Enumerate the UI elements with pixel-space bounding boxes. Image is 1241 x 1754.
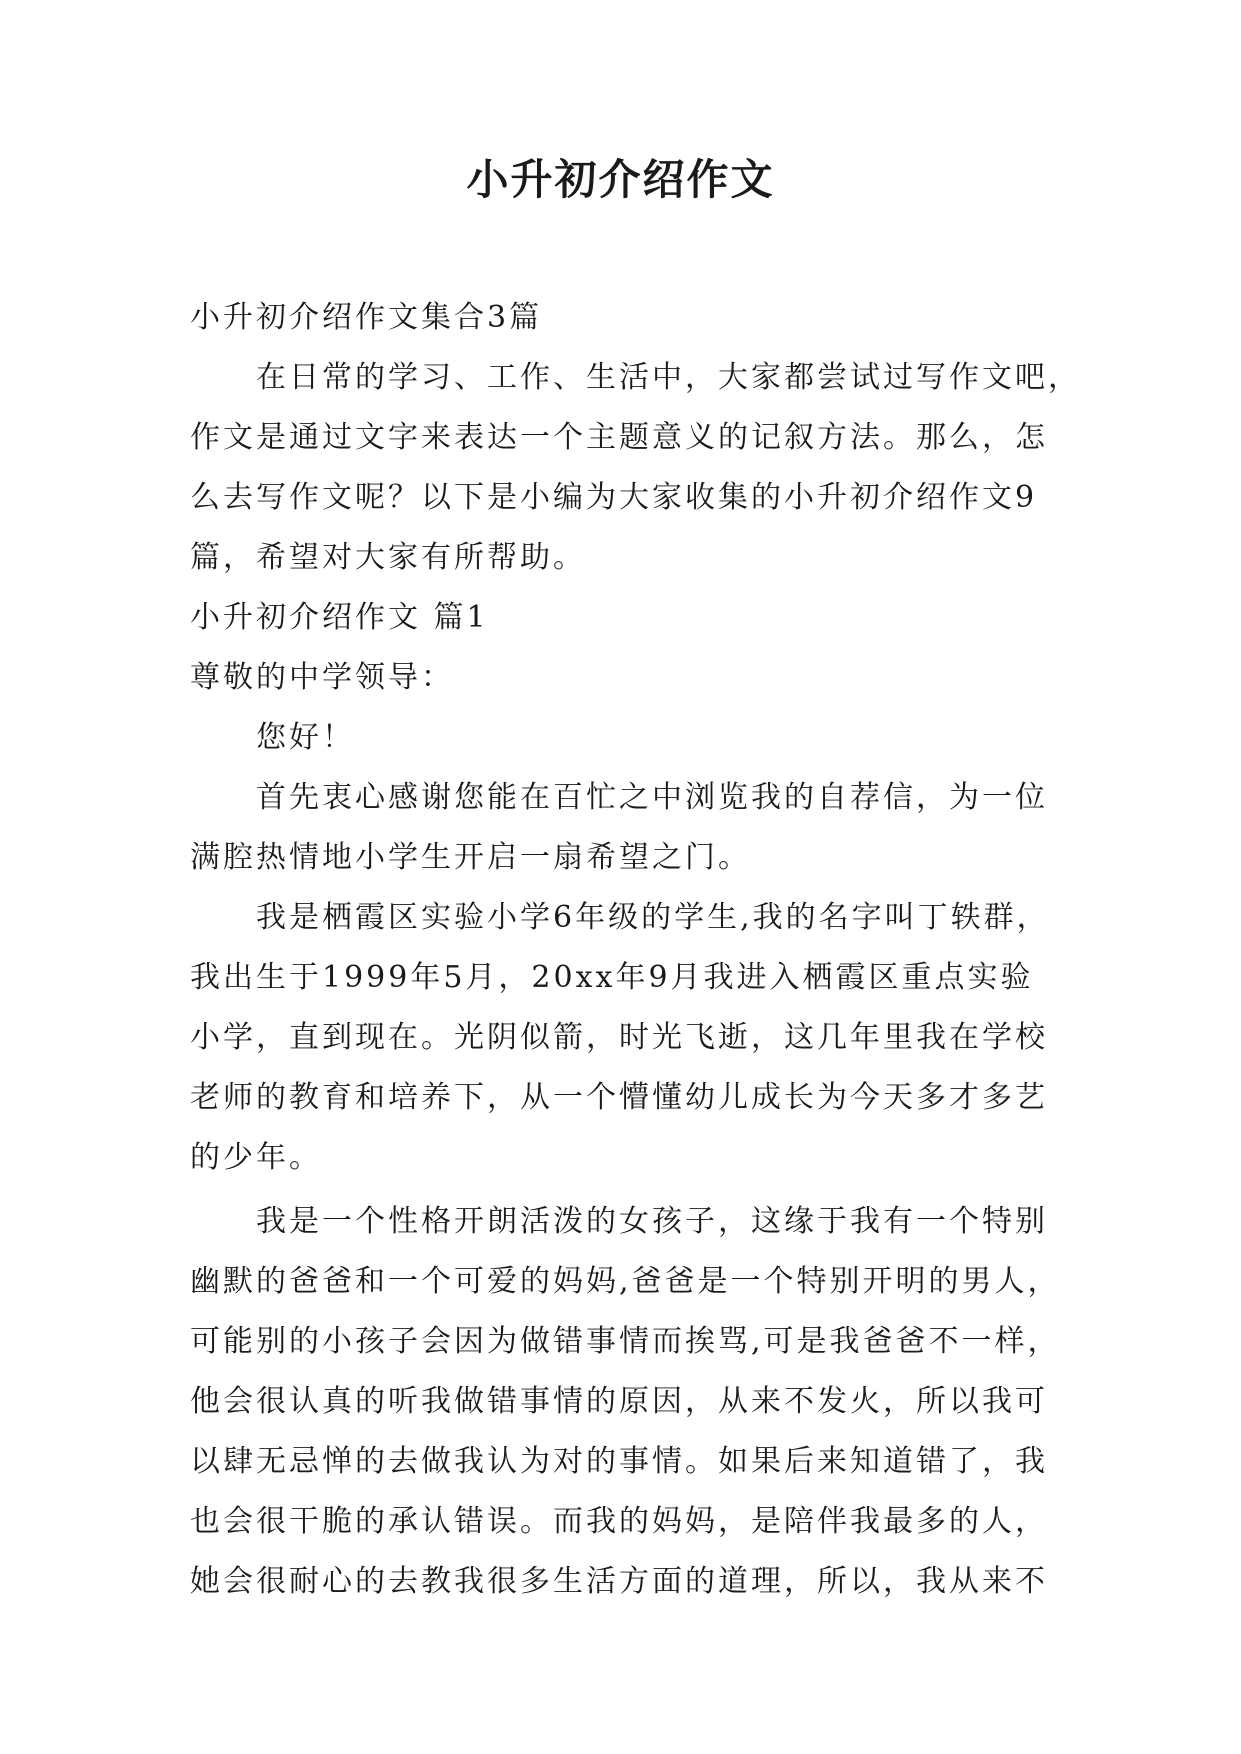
document-body [190,288,1081,1612]
document-title: 小升初介绍作文 [466,155,775,204]
paragraph-line: 老师的教育和培养下，从一个懵懂幼儿成长为今天多才多艺 [190,1080,1048,1115]
paragraph-line: 么去写作文呢？以下是小编为大家收集的小升初介绍作文9 [190,480,1038,515]
paragraph-line: 作文是通过文字来表达一个主题意义的记叙方法。那么，怎 [190,420,1048,455]
paragraph-line: 以肆无忌惮的去做我认为对的事情。如果后来知道错了，我 [190,1444,1048,1479]
paragraph-line: 小学，直到现在。光阴似箭，时光飞逝，这几年里我在学校 [190,1020,1048,1055]
paragraph-line: 我是一个性格开朗活泼的女孩子，这缘于我有一个特别 [256,1204,1048,1239]
paragraph-line: 也会很干脆的承认错误。而我的妈妈，是陪伴我最多的人， [190,1504,1048,1539]
paragraph-line: 满腔热情地小学生开启一扇希望之门。 [190,840,751,875]
paragraph-line: 我出生于1999年5月，20xx年9月我进入栖霞区重点实验 [190,960,1034,995]
paragraph-line: 在日常的学习、工作、生活中，大家都尝试过写作文吧， [256,360,1081,395]
section-heading: 小升初介绍作文 篇1 [190,600,489,635]
paragraph-line: 的少年。 [190,1140,322,1175]
paragraph-line: 她会很耐心的去教我很多生活方面的道理，所以，我从来不 [190,1564,1048,1599]
paragraph-line: 首先衷心感谢您能在百忙之中浏览我的自荐信，为一位 [256,780,1048,815]
subtitle-line: 小升初介绍作文集合3篇 [190,300,543,335]
paragraph-line: 篇，希望对大家有所帮助。 [190,540,586,575]
paragraph-line: 我是栖霞区实验小学6年级的学生,我的名字叫丁轶群， [256,900,1050,935]
greeting-line: 您好！ [256,720,355,755]
paragraph-line: 他会很认真的听我做错事情的原因，从来不发火，所以我可 [190,1384,1048,1419]
paragraph-line: 可能别的小孩子会因为做错事情而挨骂,可是我爸爸不一样， [190,1324,1061,1359]
salutation-line: 尊敬的中学领导： [190,660,454,695]
paragraph-line: 幽默的爸爸和一个可爱的妈妈,爸爸是一个特别开明的男人， [190,1264,1061,1299]
